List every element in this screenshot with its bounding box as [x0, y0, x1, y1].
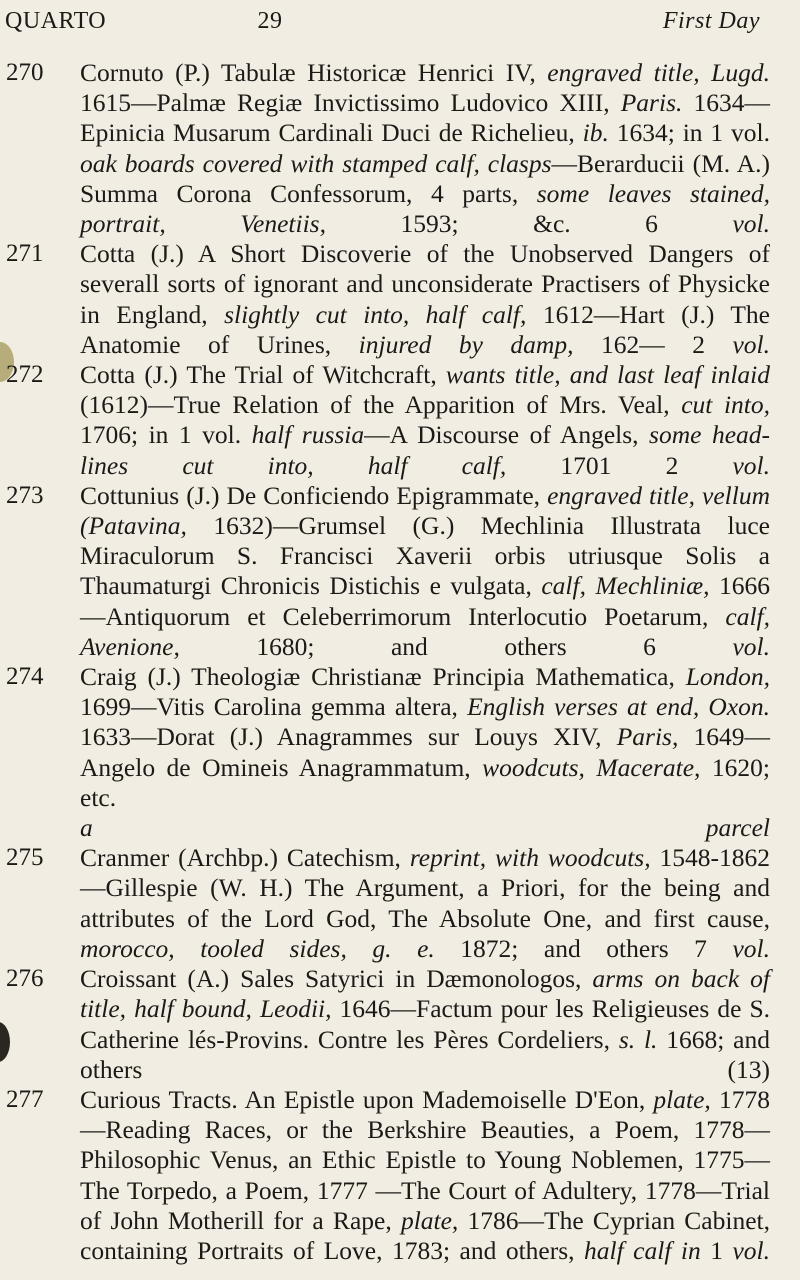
header-sale-day: First Day — [662, 8, 760, 34]
lot-description: Cottunius (J.) De Conficiendo Epigrammate, engraved title, vellum (Patavina, 1632)—Grumsel (G.) Mechlinia Illustrata luce Miraculorum S. Francisci Xaverii orbis utriusque Solis a Thaumaturgi Chronicis Distichis e vulgata, calf, Mechliniæ, 1666—Antiquorum et Celeberrimorum Interlocutio Poetarum, calf, Avenione, 1680; and others 6 vol. — [80, 480, 771, 661]
lot-entry — [0, 239, 800, 360]
lot-entry — [0, 58, 800, 239]
lot-entry — [0, 1085, 800, 1266]
running-header — [0, 8, 800, 48]
lot-entry — [0, 843, 800, 964]
lot-number: 270 — [6, 59, 44, 86]
lot-description: Cotta (J.) A Short Discoverie of the Unobserved Dangers of severall sorts of ignorant and unconsiderate Practisers of Physicke in England, slightly cut into, half calf, 1612—Hart (J.) The Anatomie of Urines, injured by damp, 162— 2 vol. — [80, 239, 771, 359]
lot-entry — [0, 662, 800, 843]
lot-list — [0, 58, 800, 1266]
header-section: QUARTO — [5, 8, 107, 34]
lot-entry — [0, 964, 800, 1085]
lot-description: Curious Tracts. An Epistle upon Mademoiselle D'Eon, plate, 1778—Reading Races, or the Berkshire Beauties, a Poem, 1778—Philosophic Venus, an Ethic Epistle to Young Noblemen, 1775—The Torpedo, a Poem, 1777 —The Court of Adultery, 1778—Trial of John Motherill for a Rape, plate, 1786—The Cyprian Cabinet, containing Portraits of Love, 1783; and others, half calf in 1 vol. — [80, 1084, 770, 1265]
lot-number: 273 — [6, 481, 44, 509]
lot-description: Craig (J.) Theologiæ Christianæ Principia Mathematica, London, 1699—Vitis Carolina gemma altera, English verses at end, Oxon. 1633—Dorat (J.) Anagrammes sur Louys XIV, Paris, 1649—Angelo de Omineis Anagrammatum, woodcuts, Macerate, 1620; etc. — [80, 662, 771, 812]
lot-quantity: a parcel — [80, 813, 770, 843]
lot-description: Cotta (J.) The Trial of Witchcraft, wants title, and last leaf inlaid (1612)—True Relation of the Apparition of Mrs. Veal, cut into, 1706; in 1 vol. half russia—A Discourse of Angels, some head-lines cut into, half calf, 1701 2 vol. — [80, 360, 771, 480]
lot-number: 274 — [6, 663, 44, 691]
lot-number: 276 — [6, 965, 44, 993]
lot-description: Cranmer (Archbp.) Catechism, reprint, with woodcuts, 1548-1862—Gillespie (W. H.) The Argument, a Priori, for the being and attributes of the Lord God, The Absolute One, and first cause, morocco, tooled sides, g. e. 1872; and others 7 vol. — [80, 843, 770, 963]
lot-entry — [0, 481, 800, 662]
lot-description: Croissant (A.) Sales Satyrici in Dæmonologos, arms on back of title, half bound, Leodii, 1646—Factum pour les Religieuses de S. Catherine lés-Provins. Contre les Pères Cordeliers, s. l. 1668; and others (13) — [80, 964, 770, 1084]
lot-number: 272 — [6, 361, 44, 389]
page-number: 29 — [257, 8, 283, 34]
lot-entry — [0, 360, 800, 481]
lot-number: 271 — [6, 240, 44, 268]
lot-number: 277 — [6, 1085, 44, 1113]
lot-description: Cornuto (P.) Tabulæ Historicæ Henrici IV, engraved title, Lugd. 1615—Palmæ Regiæ Invictissimo Ludovico XIII, Paris. 1634—Epinicia Musarum Cardinali Duci de Richelieu, ib. 1634; in 1 vol. oak boards covered with stamped calf, clasps—Berarducii (M. A.) Summa Corona Confessorum, 4 parts, some leaves stained, portrait, Venetiis, 1593; &c. 6 vol. — [80, 58, 770, 239]
lot-number: 275 — [6, 844, 44, 872]
